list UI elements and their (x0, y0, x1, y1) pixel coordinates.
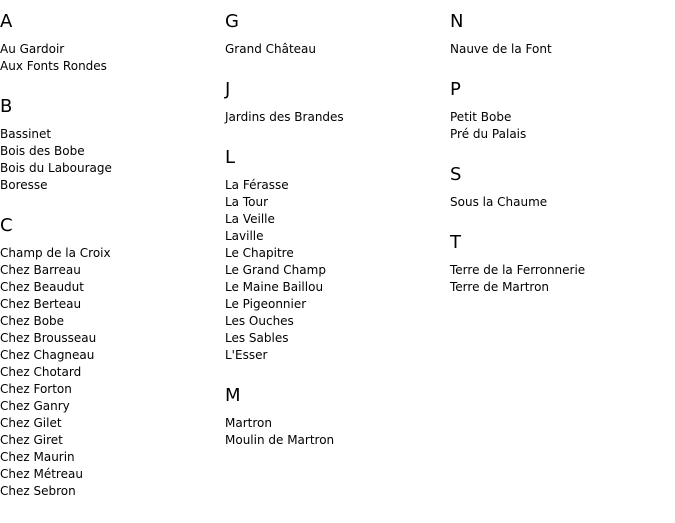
place-link[interactable]: Chez Brousseau (0, 331, 97, 345)
place-link[interactable]: Pré du Palais (450, 127, 527, 141)
place-link[interactable]: Chez Sebron (0, 484, 76, 498)
letter-section-g (225, 11, 445, 58)
place-link[interactable]: Bois du Labourage (0, 161, 112, 175)
place-link[interactable]: Terre de Martron (450, 280, 550, 294)
place-link[interactable]: Les Sables (225, 331, 289, 345)
section-letter-heading: B (0, 96, 13, 117)
letter-section-m (225, 385, 445, 449)
place-link[interactable]: La Férasse (225, 178, 289, 192)
place-link[interactable]: Le Pigeonnier (225, 297, 307, 311)
letter-section-c (0, 215, 220, 500)
place-link[interactable]: Chez Chotard (0, 365, 82, 379)
letter-section-a (0, 11, 220, 75)
place-link[interactable]: Moulin de Martron (225, 433, 335, 447)
place-list (225, 177, 445, 364)
letter-section-p (450, 79, 670, 143)
place-link[interactable]: Chez Beaudut (0, 280, 84, 294)
place-list (225, 41, 445, 58)
place-link[interactable]: Au Gardoir (0, 42, 65, 56)
place-link[interactable]: Aux Fonts Rondes (0, 59, 107, 73)
place-link[interactable]: Chez Berteau (0, 297, 82, 311)
place-link[interactable]: Le Chapitre (225, 246, 294, 260)
place-link[interactable]: Chez Ganry (0, 399, 70, 413)
index-column-1 (0, 0, 220, 500)
place-link[interactable]: Les Ouches (225, 314, 294, 328)
place-list (0, 245, 220, 500)
letter-section-n (450, 11, 670, 58)
place-link[interactable]: Chez Gilet (0, 416, 62, 430)
section-letter-heading: N (450, 11, 464, 32)
place-link[interactable]: L'Esser (225, 348, 268, 362)
section-letter-heading: A (0, 11, 13, 32)
place-list (225, 109, 445, 126)
place-link[interactable]: Chez Métreau (0, 467, 83, 481)
section-letter-heading: S (450, 164, 462, 185)
place-link[interactable]: Laville (225, 229, 264, 243)
letter-section-s (450, 164, 670, 211)
place-list (450, 262, 670, 296)
place-link[interactable]: Boresse (0, 178, 48, 192)
place-link[interactable]: Chez Giret (0, 433, 63, 447)
letter-section-t (450, 232, 670, 296)
section-letter-heading: G (225, 11, 239, 32)
place-link[interactable]: Champ de la Croix (0, 246, 111, 260)
place-link[interactable]: Jardins des Brandes (225, 110, 344, 124)
section-letter-heading: C (0, 215, 13, 236)
place-list (0, 41, 220, 75)
section-letter-heading: P (450, 79, 461, 100)
place-link[interactable]: Chez Maurin (0, 450, 75, 464)
place-link[interactable]: Le Maine Baillou (225, 280, 324, 294)
place-list (0, 126, 220, 194)
place-link[interactable]: Bassinet (0, 127, 52, 141)
section-letter-heading: J (225, 79, 231, 100)
place-link[interactable]: La Tour (225, 195, 269, 209)
place-link[interactable]: La Veille (225, 212, 275, 226)
section-letter-heading: L (225, 147, 236, 168)
place-link[interactable]: Chez Forton (0, 382, 72, 396)
letter-section-l (225, 147, 445, 364)
place-link[interactable]: Bois des Bobe (0, 144, 85, 158)
section-letter-heading: M (225, 385, 241, 406)
letter-section-b (0, 96, 220, 194)
place-link[interactable]: Chez Barreau (0, 263, 81, 277)
place-list (225, 415, 445, 449)
place-link[interactable]: Terre de la Ferronnerie (450, 263, 586, 277)
place-list (450, 194, 670, 211)
place-list (450, 109, 670, 143)
place-link[interactable]: Nauve de la Font (450, 42, 552, 56)
place-link[interactable]: Martron (225, 416, 272, 430)
place-link[interactable]: Chez Bobe (0, 314, 65, 328)
place-link[interactable]: Le Grand Champ (225, 263, 326, 277)
place-link[interactable]: Sous la Chaume (450, 195, 548, 209)
place-link[interactable]: Chez Chagneau (0, 348, 95, 362)
place-link[interactable]: Petit Bobe (450, 110, 512, 124)
section-letter-heading: T (450, 232, 461, 253)
index-column-2 (225, 0, 445, 449)
index-column-3 (450, 0, 670, 296)
place-link[interactable]: Grand Château (225, 42, 317, 56)
place-list (450, 41, 670, 58)
letter-section-j (225, 79, 445, 126)
